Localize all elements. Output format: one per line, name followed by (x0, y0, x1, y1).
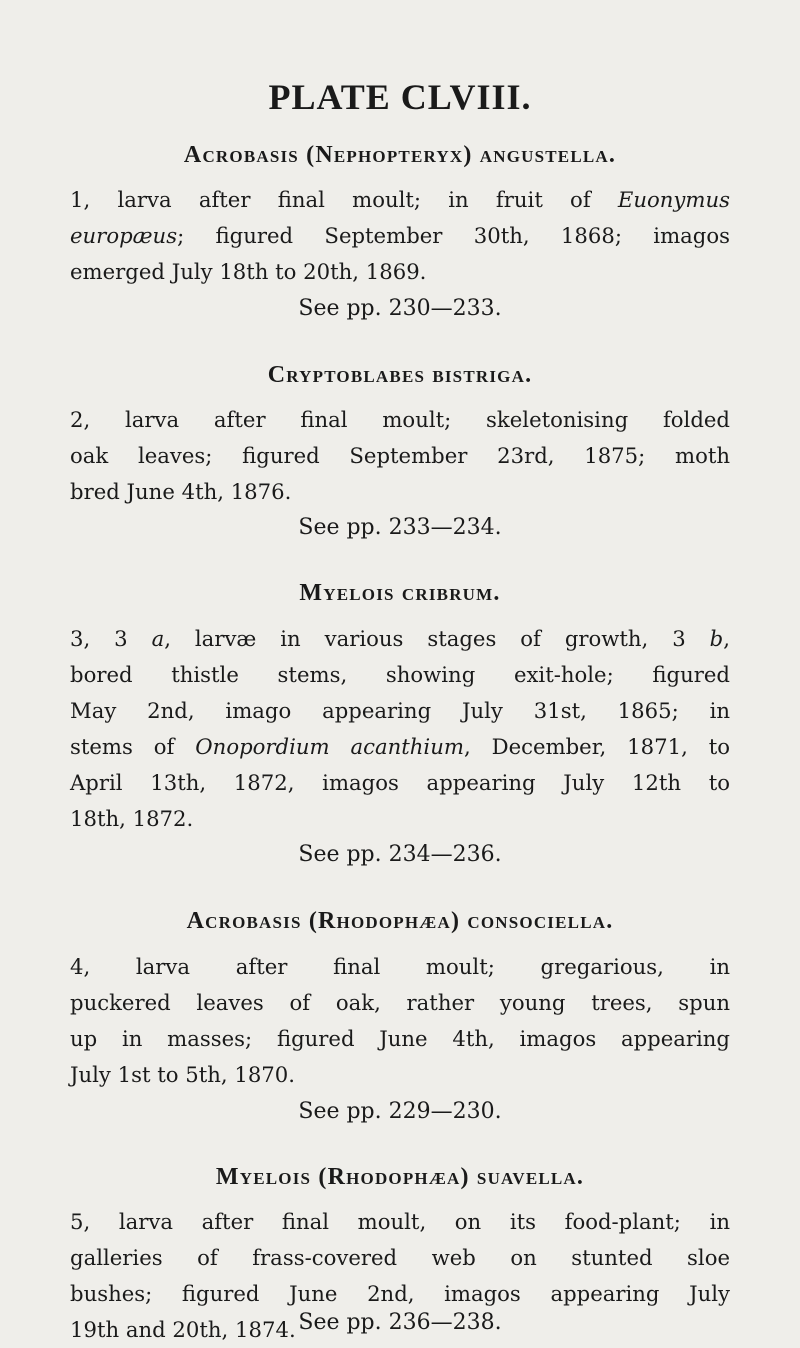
text-line: up in masses; figured June 4th, imagos appearing (70, 1026, 730, 1051)
text-line: emerged July 18th to 20th, 1869. (70, 259, 427, 284)
entry-description (70, 949, 730, 1093)
text-line: bushes; figured June 2nd, imagos appearing July (70, 1281, 730, 1306)
text-line: galleries of frass-covered web on stunted sloe (70, 1245, 730, 1270)
entry-description (70, 402, 730, 510)
species-heading: Acrobasis (Nephopteryx) angustella. (183, 142, 617, 168)
text-line: puckered leaves of oak, rather young trees, spun (70, 990, 730, 1015)
taxon-name: Euonymus (617, 187, 730, 212)
text-line: stems of Onopordium acanthium, December, 1871, to (70, 734, 730, 759)
text-line: 4, larva after final moult; gregarious, in (70, 954, 730, 979)
text-line: bred June 4th, 1876. (70, 479, 292, 504)
species-heading: Myelois (Rhodophæa) suavella. (215, 1164, 585, 1190)
text-line: 2, larva after final moult; skeletonising folded (70, 407, 730, 432)
text-line: 1, larva after final moult; in fruit of Euonymus (70, 187, 730, 212)
text-line: 5, larva after final moult, on its food-plant; in (70, 1209, 730, 1234)
species-heading: Acrobasis (Rhodophæa) consociella. (186, 908, 614, 934)
text-line: bored thistle stems, showing exit-hole; figured (70, 662, 730, 687)
entry-description (70, 621, 730, 837)
text-line: 3, 3 a, larvæ in various stages of growth, 3 b, (70, 626, 730, 651)
taxon-name: Onopordium acanthium (195, 734, 464, 759)
text-line: 19th and 20th, 1874. (70, 1317, 296, 1342)
page-reference: See pp. 230—233. (298, 296, 502, 321)
species-heading: Cryptoblabes bistriga. (267, 362, 533, 388)
entry-description (70, 182, 730, 290)
page-reference: See pp. 229—230. (298, 1099, 502, 1124)
page-reference: See pp. 234—236. (298, 842, 502, 867)
text-line: April 13th, 1872, imagos appearing July 12th to (70, 770, 730, 795)
page-reference: See pp. 236—238. (298, 1310, 502, 1335)
text-line: oak leaves; figured September 23rd, 1875; moth (70, 443, 730, 468)
taxon-name: europæus (70, 223, 178, 248)
text-line: europæus; figured September 30th, 1868; imagos (70, 223, 730, 248)
text-line: 18th, 1872. (70, 806, 194, 831)
text-line: July 1st to 5th, 1870. (70, 1062, 295, 1087)
page-reference: See pp. 233—234. (298, 515, 502, 540)
species-heading: Myelois cribrum. (299, 580, 501, 606)
text-line: May 2nd, imago appearing July 31st, 1865; in (70, 698, 730, 723)
plate-title: PLATE CLVIII. (268, 77, 532, 117)
